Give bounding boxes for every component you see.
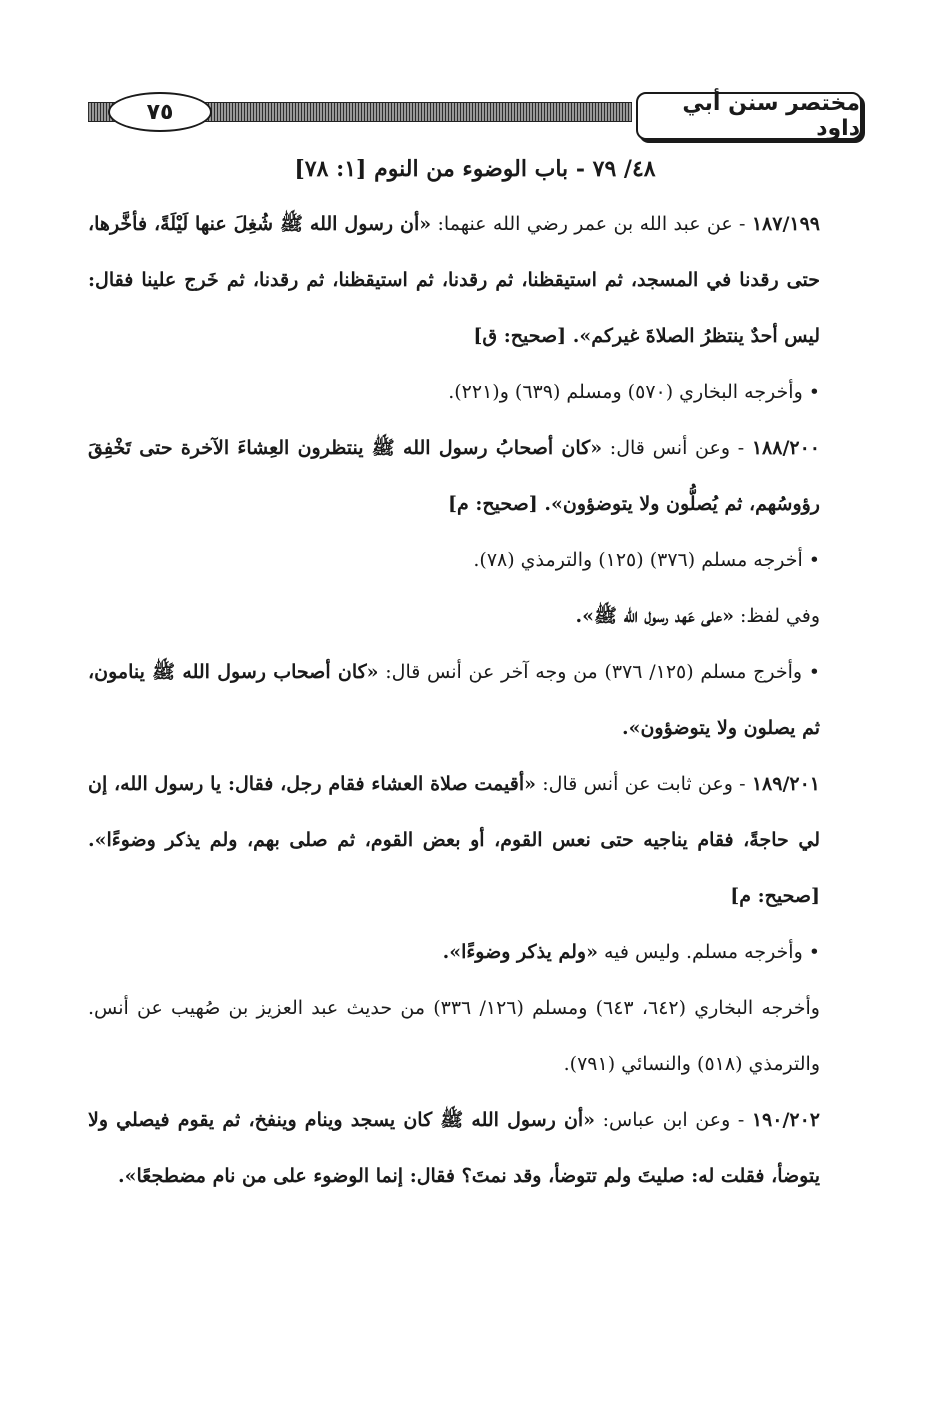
hadith-number: ١٨٩/٢٠١ [751, 773, 820, 795]
page-body [88, 146, 862, 1204]
note-3 [88, 588, 862, 644]
hadith-number: ١٩٠/٢٠٢ [751, 1109, 821, 1131]
note-5-prefix: • وأخرجه مسلم. وليس فيه [597, 941, 820, 963]
note-2: • أخرجه مسلم (٣٧٦) (١٢٥) والترمذي (٧٨). [473, 549, 820, 571]
hadith-intro: - عن عبد الله بن عمر رضي الله عنهما: [431, 213, 752, 235]
chapter-heading: ٤٨/ ٧٩ - باب الوضوء من النوم [١: ٧٨] [294, 156, 656, 182]
hadith-number: ١٨٨/٢٠٠ [751, 437, 820, 459]
hadith-intro: - وعن ثابت عن أنس قال: [536, 773, 752, 795]
hadith-202 [88, 1092, 862, 1204]
hadith-intro: - وعن ابن عباس: [595, 1109, 752, 1131]
hadith-text: «كان أصحابُ رسول الله ﷺ ينتظرون العِشاءَ الآخرة حتى تَخْفِقَ رؤوسُهم، ثم يُصلُّون ولا يتوضؤون». [88, 437, 820, 515]
note-3-quote: «على عَهد رسول الله ﷺ». [575, 605, 734, 627]
note-1: • وأخرجه البخاري (٥٧٠) ومسلم (٦٣٩) و(٢٢١). [448, 381, 820, 403]
hadith-text: «أقيمت صلاة العشاء فقام رجل، فقال: يا رسول الله، إن لي حاجةً، فقام يناجيه حتى نعس القوم، أو بعض القوم، ثم صلى بهم، ولم يذكر وضوءًا». [88, 773, 820, 851]
note-4-quote: «كان أصحاب رسول الله ﷺ ينامون، ثم يصلون ولا يتوضؤون». [88, 661, 820, 739]
page-number: ٧٥ [108, 92, 212, 132]
note-5 [88, 924, 862, 980]
note-6: وأخرجه البخاري (٦٤٢، ٦٤٣) ومسلم (١٢٦/ ٣٣٦) من حديث عبد العزيز بن صُهيب عن أنس. والترمذي (٥١٨) والنسائي (٧٩١). [88, 997, 820, 1075]
note-4 [88, 644, 862, 756]
page-header [88, 92, 862, 142]
hadith-grade: [صحيح: ق] [473, 325, 573, 347]
hadith-201 [88, 756, 862, 924]
hadith-199 [88, 196, 862, 364]
hadith-number: ١٨٧/١٩٩ [751, 213, 821, 235]
hadith-text: «أن رسول الله ﷺ شُغِلَ عنها لَيْلَةً، فأخَّرها، حتى رقدنا في المسجد، ثم استيقظنا، ثم رقدنا، ثم استيقظنا، ثم رقدنا، ثم خَرج علينا فقال: ليس أحدٌ ينتظرُ الصلاةَ غيركم». [88, 213, 820, 347]
note-4-prefix: • وأخرج مسلم (١٢٥/ ٣٧٦) من وجه آخر عن أنس قال: [378, 661, 820, 683]
hadith-text: «أن رسول الله ﷺ كان يسجد وينام وينفخ، ثم يقوم فيصلي ولا يتوضأ، فقلت له: صليتَ ولم تتوضأ، وقد نمتَ؟ فقال: إنما الوضوء على من نام مضطجعًا». [88, 1109, 820, 1187]
hadith-200 [88, 420, 862, 532]
note-3-prefix: وفي لفظ: [733, 605, 820, 627]
hadith-grade: [صحيح: م] [730, 885, 820, 907]
hadith-intro: - وعن أنس قال: [602, 437, 752, 459]
hadith-grade: [صحيح: م] [447, 493, 545, 515]
book-title: مختصر سنن أبي داود [636, 92, 862, 140]
note-5-quote: «ولم يذكر وضوءًا». [442, 941, 598, 963]
